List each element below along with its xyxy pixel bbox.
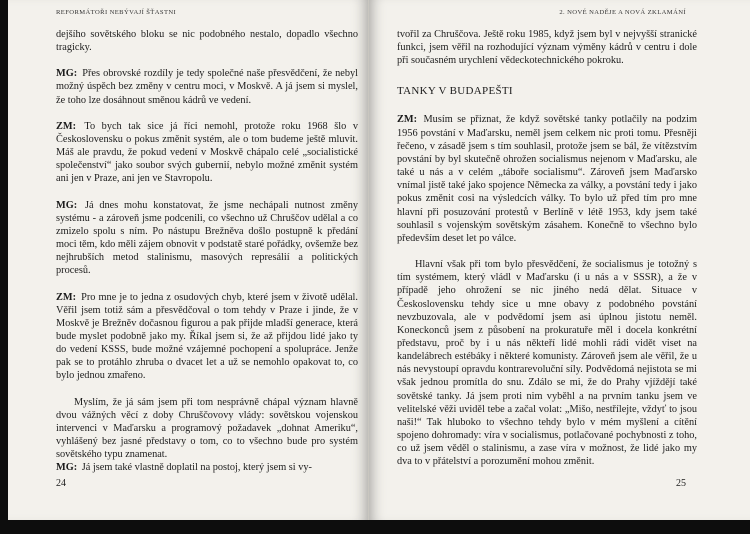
left-text-block [56, 28, 358, 475]
paragraph [56, 396, 358, 462]
right-paragraphs [397, 113, 697, 468]
paragraph [56, 67, 358, 106]
speaker-label: ZM: [56, 291, 77, 303]
paragraph-text: Já dnes mohu konstatovat, že jsme nechápali nutnost změny systému - a zároveň jsme podcenili, co všechno už Chruščov udělal a co zmizelo spolu s ním. Po nástupu Brežněva došlo postupně k předání moci těm, kdo měli zájem obnovit v podstatě staré pořádky, ovšemže bez nejhrubších metod stalinismu, masových represálií a politických procesů. [56, 199, 359, 277]
paragraph-text: Hlavní však při tom bylo přesvědčení, že socialismus je totožný s tím systémem, který vládl v Maďarsku (i u nás a v SSSR), a že v případě jeho ohrožení se nic jiného nedá dělat. Situace v Československu tehdy sice u mne obavy z podobného povstání nevzbuzovala, ale v podvědomí jsem asi úplnou jistotu neměl. Koneckonců jsem z působení na prokuratuře měl i docela konkrétní představu, proč by i u nás někteří lidé mohli rádi vidět viset na kandelábrech estébáky i některé komunisty. Zároveň jsem ale věřil, že u nás nevystoupí opravdu kontrarevoluční síly. Podvědomá nejistota se mi však jednou promítla do snu. Zdálo se mi, že do Prahy vjíždějí také sovětské tanky. Já jsem proti nim vyběhl a na prvním tanku jsem ve velitelské věži uviděl tebe a začal volat: „Mišo, nestřílejte, vždyť to jsou naši!“ Tak hluboko to všechno tehdy bylo v mém myšlení a cítění spojeno dohromady: víra v socialismus, potlačované pochybnosti z toho, co už jsem věděl o stalinismu, a zase víra v možnost, že lidé jako my dva to v přátelství a porozumění mohou změnit. [397, 259, 697, 468]
right-page [369, 0, 750, 520]
speaker-label: MG: [56, 199, 78, 211]
paragraph [56, 461, 358, 474]
right-text-block [397, 28, 697, 469]
paragraph-text: Myslím, že já sám jsem při tom nesprávně chápal význam hlavně dvou vážných věcí z doby Chruščovovy vlády: sovětskou vojenskou intervenci v Maďarsku a programový požadavek „dohnat Ameriku“, vyhlášený bez jasné představy o tom, co to všechno bude pro systém sovětského typu znamenat. [56, 396, 358, 461]
paragraph-text: To bych tak sice já říci nemohl, protože roku 1968 šlo v Československu o pokus změnit systém, ale o tom budeme ještě mluvit. Máš ale pravdu, že pokud vedení v Moskvě chápalo celé „socialistické společenství“ jako soubor svých gubernií, nebylo možné změnit systém ani jen v Praze, ani jen ve Stavropolu. [56, 120, 358, 185]
right-running-head: 2. NOVÉ NADĚJE A NOVÁ ZKLAMÁNÍ [559, 9, 686, 16]
right-page-number: 25 [676, 478, 686, 489]
paragraph [56, 120, 358, 186]
left-running-head: REFORMÁTOŘI NEBÝVAJÍ ŠŤASTNI [56, 9, 177, 16]
paragraph [397, 113, 697, 245]
paragraph-text: Pro mne je to jedna z osudových chyb, které jsem v životě udělal. Věřil jsem totiž sám a přesvědčoval o tom tehdy v Praze i jinde, že v Moskvě je Brežněv dočasnou figurou a pak přijde mladší generace, která bude myslet podobně jako my. Říkal jsem si, že až přijdou lidé jako ty do vedení KSSS, bude možné vzájemné pochopení a spolupráce. Jenže pak se to protáhlo zhruba o dvacet let a už se nemohlo opakovat to, co bylo jednou zmařeno. [56, 291, 358, 382]
paragraph-text: Já jsem také vlastně doplatil na postoj, který jsem si vy- [81, 462, 312, 474]
paragraph-text: dejšího sovětského bloku se nic podobného nestalo, dopadlo všechno tragicky. [56, 29, 358, 54]
paragraph [56, 199, 358, 278]
speaker-label: MG: [56, 68, 78, 80]
left-page [8, 0, 369, 520]
speaker-label: MG: [56, 462, 78, 474]
right-intro-paragraph: tvořil za Chruščova. Ještě roku 1985, když jsem byl v nejvyšší stranické funkci, jsem věřil na rozhodující význam výměny kádrů v centru i dole při současném urychlení vědeckotechnického pokroku. [397, 29, 697, 67]
paragraph-text: Přes obrovské rozdíly je tedy společné naše přesvědčení, že nebyl možný úspěch bez změny v centru moci, v Moskvě. A já jsem si myslel, že toho lze dosáhnout směnou kádrů ve vedení. [56, 68, 358, 106]
paragraph-text: Musím se přiznat, že když sovětské tanky potlačily na podzim 1956 povstání v Maďarsku, neměl jsem celkem nic proti tomu. Přesněji řečeno, v zásadě jsem s tím souhlasil, protože jsem se bál, že vítězstvím povstání by byl skutečně ohrožen socialismus nejenom v Maďarsku, ale také u nás a v celém „táboře socialismu“. Zároveň jsem Maďarsko vnímal jistě také jako spojence Německa za války, a povstání tedy i jako pokus změnit cosi na výsledcích války. To bylo už před tím pro mne hlavní při posuzování protestů v Berlíně v létě 1953, kdy jsem také souhlasil s vojenským sovětským zásahem. Konečně to všechno bylo především deset let po válce. [397, 114, 697, 244]
speaker-label: ZM: [56, 120, 77, 132]
paragraph [397, 258, 697, 469]
paragraph [56, 291, 358, 383]
speaker-label: ZM: [397, 114, 418, 126]
section-title: TANKY V BUDAPEŠTI [397, 85, 513, 98]
paragraph [56, 28, 358, 54]
left-page-number: 24 [56, 478, 66, 489]
